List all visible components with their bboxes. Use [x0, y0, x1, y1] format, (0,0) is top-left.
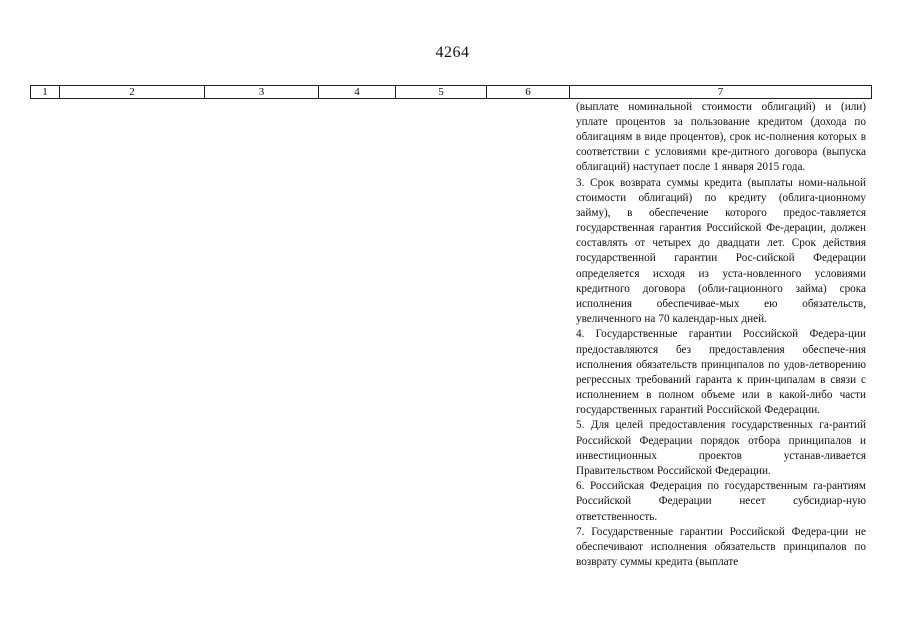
column-number-row [30, 85, 872, 99]
paragraph-6: 6. Российская Федерация по государственным га-рантиям Российской Федерации несет субсидиар-ную ответственность. [576, 480, 866, 523]
column-7-text [576, 100, 866, 570]
page-number: 4264 [435, 44, 470, 61]
paragraph-7: 7. Государственные гарантии Российской Федера-ции не обеспечивают исполнения обязательств принципалов по возврату суммы кредита (выплате [576, 526, 866, 569]
paragraph-4: 4. Государственные гарантии Российской Федера-ции предоставляются без предоставления обеспече-ния исполнения обязательств принципалов по удов-летворению регрессных требований гаранта к прин-ципалам в связи с исполнением в полном объеме или в какой-либо части государственных гарантий Российской Федерации. [576, 328, 866, 416]
column-number-1: 1 [31, 86, 60, 99]
column-number-6: 6 [487, 86, 570, 99]
paragraph-5: 5. Для целей предоставления государственных га-рантий Российской Федерации порядок отбора принципалов и инвестиционных проектов устанав-ливается Правительством Российской Федерации. [576, 419, 866, 477]
paragraph-continuation: (выплате номинальной стоимости облигаций) и (или) уплате процентов за пользование кредитом (дохода по облигациям в виде процентов), срок ис-полнения которых в соответствии с условиями кре-дитного договора (выпуска облигаций) наступает после 1 января 2015 года. [576, 101, 866, 174]
column-number-3: 3 [205, 86, 319, 99]
column-number-5: 5 [396, 86, 487, 99]
column-number-2: 2 [60, 86, 205, 99]
column-number-4: 4 [319, 86, 396, 99]
paragraph-3: 3. Срок возврата суммы кредита (выплаты номи-нальной стоимости облигаций) по кредиту (облига-ционному займу), в обеспечение которого предос-тавляется государственная гарантия Российской Фе-дерации, должен составлять от четырех до двадцати лет. Срок действия государственной гарантии Рос-сийской Федерации определяется исходя из уста-новленного условиями кредитного договора (обли-гационного займа) срока исполнения обеспечивае-мых ею обязательств, увеличенного на 70 календар-ных дней. [576, 176, 866, 325]
column-number-7: 7 [570, 86, 872, 99]
